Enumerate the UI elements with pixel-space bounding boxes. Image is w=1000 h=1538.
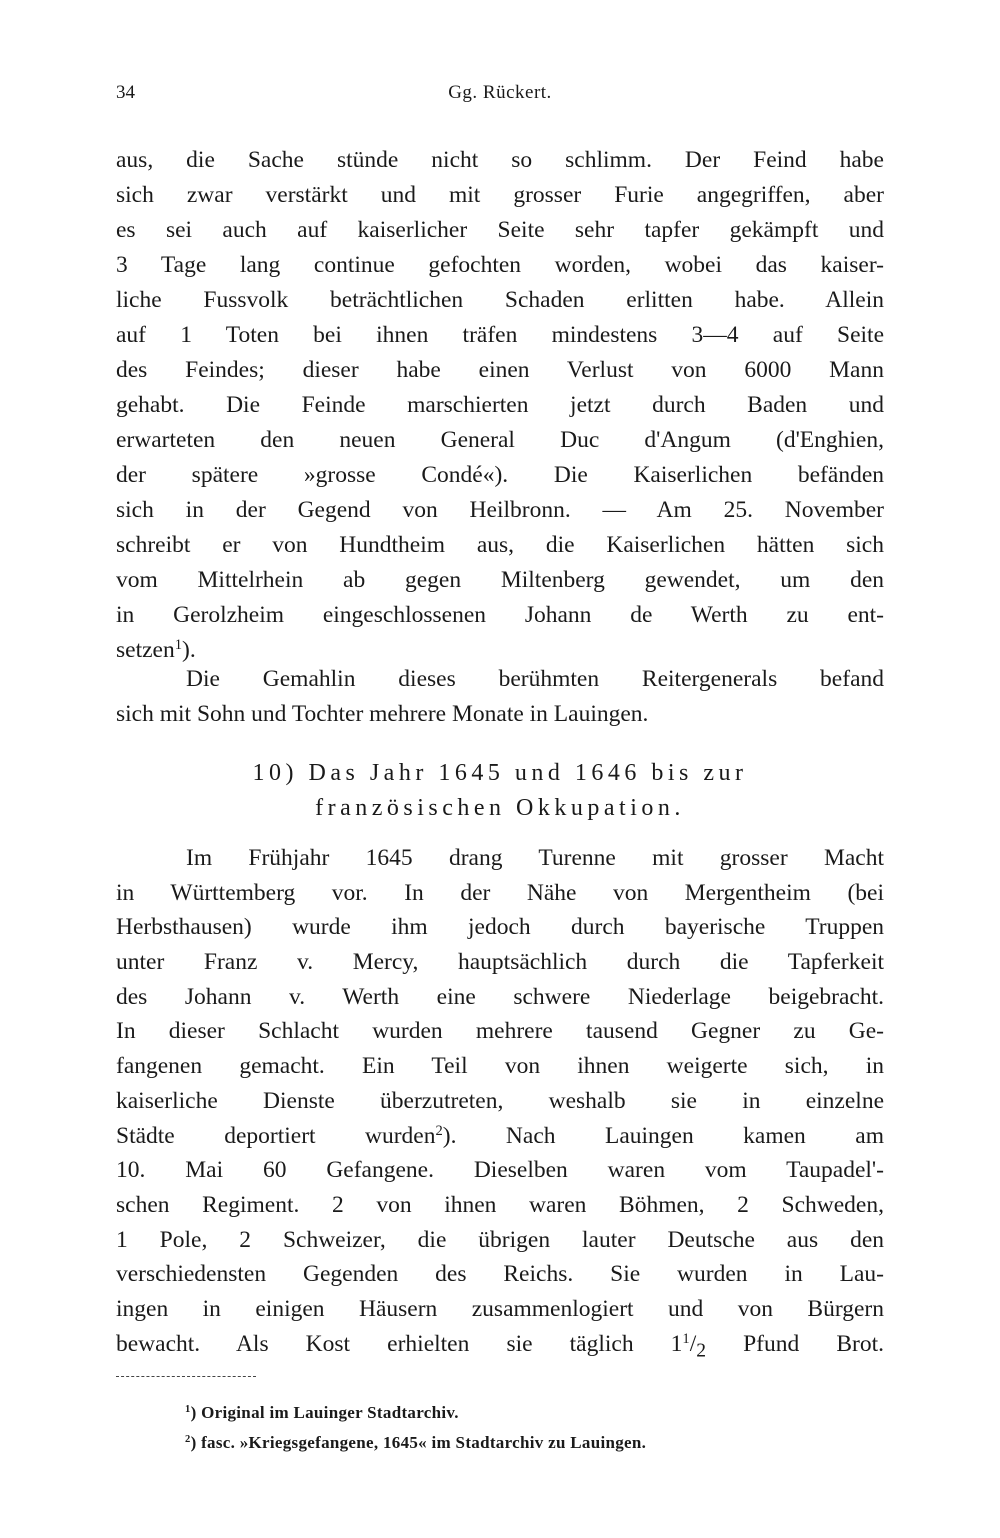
text-span: Städte deportiert wurden xyxy=(116,1122,436,1149)
footnote-reference-2[interactable]: 2 xyxy=(435,1122,443,1139)
footnote-text: fasc. »Kriegsgefangene, 1645« im Stadtarchiv zu Lauingen. xyxy=(196,1433,647,1452)
text-line: schen Regiment. 2 von ihnen waren Böhmen, 2 Schweden, xyxy=(116,1191,884,1218)
fraction-numerator: 1 xyxy=(682,1330,690,1347)
text-span: bewacht. Als Kost erhielten sie täglich 1 xyxy=(116,1330,683,1357)
text-line xyxy=(116,1327,884,1362)
text-line: aus, die Sache stünde nicht so schlimm. Der Feind habe xyxy=(116,147,884,173)
text-line: auf 1 Toten bei ihnen träfen mindestens 3—4 auf Seite xyxy=(116,322,884,348)
footnote-marker: 1 xyxy=(185,1404,191,1416)
text-line: unter Franz v. Mercy, hauptsächlich durch die Tapferkeit xyxy=(116,949,884,976)
text-line xyxy=(116,1119,884,1154)
text-line: erwarteten den neuen General Duc d'Angum (d'Enghien, xyxy=(116,427,884,453)
text-line: 1 Pole, 2 Schweizer, die übrigen lauter Deutsche aus den xyxy=(116,1226,884,1253)
text-line: schreibt er von Hundtheim aus, die Kaiserlichen hätten sich xyxy=(116,532,884,558)
footnote-reference-1[interactable]: 1 xyxy=(174,637,182,653)
text-line: des Johann v. Werth eine schwere Niederlage beigebracht. xyxy=(116,983,884,1010)
text-line: in Württemberg vor. In der Nähe von Mergentheim (bei xyxy=(116,879,884,906)
text-line: verschiedensten Gegenden des Reichs. Sie wurden in Lau- xyxy=(116,1261,884,1288)
text-line: des Feindes; dieser habe einen Verlust von 6000 Mann xyxy=(116,357,884,383)
section-heading-line-1: 10) Das Jahr 1645 und 1646 bis zur xyxy=(252,760,748,786)
text-line: In dieser Schlacht wurden mehrere tausend Gegner zu Ge- xyxy=(116,1018,884,1045)
footnote-marker: 2 xyxy=(185,1434,191,1446)
text-span: ). Nach Lauingen kamen am xyxy=(442,1122,884,1149)
text-line: Die Gemahlin dieses berühmten Reitergenerals befand xyxy=(186,666,884,692)
text-line: ingen in einigen Häusern zusammenlogiert und von Bürgern xyxy=(116,1295,884,1322)
text-line: kaiserliche Dienste überzutreten, weshalb sie in einzelne xyxy=(116,1087,884,1114)
footnote-divider xyxy=(116,1376,256,1377)
text-span: ). xyxy=(182,637,196,663)
text-line: in Gerolzheim eingeschlossenen Johann de Werth zu ent- xyxy=(116,602,884,628)
paragraph-1645 xyxy=(116,841,884,1361)
text-line: Herbsthausen) wurde ihm jedoch durch bayerische Truppen xyxy=(116,914,884,941)
text-line: liche Fussvolk beträchtlichen Schaden erlitten habe. Allein xyxy=(116,287,884,313)
paragraph-continued xyxy=(116,143,884,668)
text-line: sich in der Gegend von Heilbronn. — Am 25. November xyxy=(116,497,884,523)
text-line: Im Frühjahr 1645 drang Turenne mit grosser Macht xyxy=(186,845,884,871)
text-line: fangenen gemacht. Ein Teil von ihnen weigerte sich, in xyxy=(116,1053,884,1080)
page-number: 34 xyxy=(116,82,135,103)
footnote-text: Original im Lauinger Stadtarchiv. xyxy=(196,1403,459,1422)
text-line: gehabt. Die Feinde marschierten jetzt durch Baden und xyxy=(116,392,884,418)
fraction-denominator: 2 xyxy=(696,1340,707,1362)
section-heading-line-2: französischen Okkupation. xyxy=(315,795,685,821)
footnote-paren: ) xyxy=(190,1403,197,1422)
text-line: 3 Tage lang continue gefochten worden, wobei das kaiser- xyxy=(116,252,884,278)
text-line: vom Mittelrhein ab gegen Miltenberg gewendet, um den xyxy=(116,567,884,593)
text-line: sich zwar verstärkt und mit grosser Furie angegriffen, aber xyxy=(116,182,884,208)
text-span: setzen xyxy=(116,637,175,663)
fraction-slash: / xyxy=(689,1330,697,1357)
running-head-author: Gg. Rückert. xyxy=(448,82,552,103)
text-line: der spätere »grosse Condé«). Die Kaiserlichen befänden xyxy=(116,462,884,488)
footnote-2 xyxy=(185,1433,646,1453)
footnote-paren: ) xyxy=(190,1433,197,1452)
text-line: sich mit Sohn und Tochter mehrere Monate in Lauingen. xyxy=(116,701,649,727)
footnote-1 xyxy=(185,1403,459,1423)
text-line: es sei auch auf kaiserlicher Seite sehr tapfer gekämpft und xyxy=(116,217,884,243)
page-header xyxy=(0,82,1000,112)
paragraph-gemahlin xyxy=(116,662,884,732)
text-span: Pfund Brot. xyxy=(706,1330,884,1357)
text-line: 10. Mai 60 Gefangene. Dieselben waren vom Taupadel'- xyxy=(116,1157,884,1184)
